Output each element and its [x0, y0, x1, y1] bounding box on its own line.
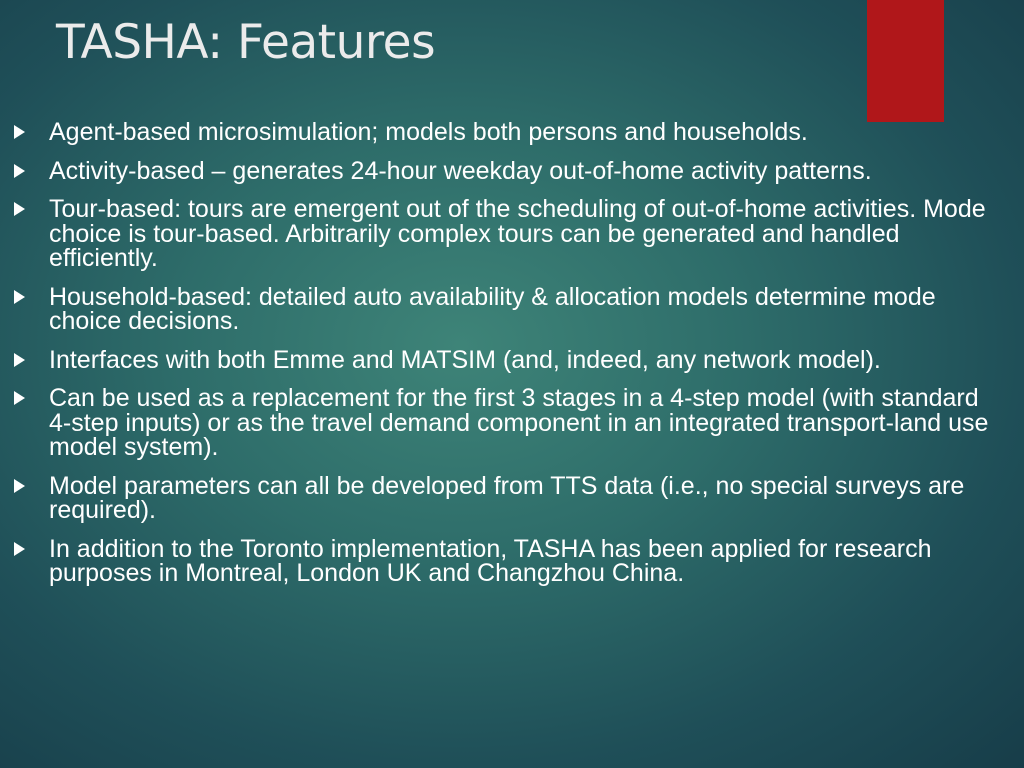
bullet-item-agent-based — [0, 120, 1000, 145]
bullet-item-tour-based — [0, 197, 1000, 271]
bullet-item-parameters — [0, 471, 1000, 524]
bullet-text: In addition to the Toronto implementation, TASHA has been applied for research purposes in Montreal, London UK and Changzhou China. — [49, 534, 932, 587]
bullet-text: Activity-based – generates 24-hour weekday out-of-home activity patterns. — [49, 156, 872, 185]
bullet-text: Interfaces with both Emme and MATSIM (and, indeed, any network model). — [49, 345, 881, 374]
bullet-item-replacement — [0, 386, 1000, 460]
triangle-bullet-icon — [14, 290, 25, 304]
bullet-text: Tour-based: tours are emergent out of the scheduling of out-of-home activities. Mode choice is tour-based. Arbitrarily complex tours can be generated and handled efficiently. — [49, 195, 986, 272]
bullet-text: Model parameters can all be developed from TTS data (i.e., no special surveys are required). — [49, 471, 965, 524]
triangle-bullet-icon — [14, 479, 25, 493]
triangle-bullet-icon — [14, 353, 25, 367]
triangle-bullet-icon — [14, 391, 25, 405]
bullet-text: Agent-based microsimulation; models both persons and households. — [49, 118, 808, 146]
triangle-bullet-icon — [14, 164, 25, 178]
accent-bar — [867, 0, 944, 122]
bullet-item-applications — [0, 534, 1000, 587]
bullet-text: Can be used as a replacement for the first 3 stages in a 4-step model (with standard 4-step inputs) or as the travel demand component in an integrated transport-land use model system). — [49, 384, 989, 461]
triangle-bullet-icon — [14, 125, 25, 139]
bullet-item-activity-based — [0, 156, 1000, 185]
slide-title: TASHA: Features — [56, 15, 436, 70]
bullet-item-interfaces — [0, 345, 1000, 374]
bullet-item-household-based — [0, 282, 1000, 335]
bullet-list — [0, 120, 1000, 600]
triangle-bullet-icon — [14, 202, 25, 216]
bullet-text: Household-based: detailed auto availability & allocation models determine mode choice decisions. — [49, 282, 936, 335]
triangle-bullet-icon — [14, 542, 25, 556]
